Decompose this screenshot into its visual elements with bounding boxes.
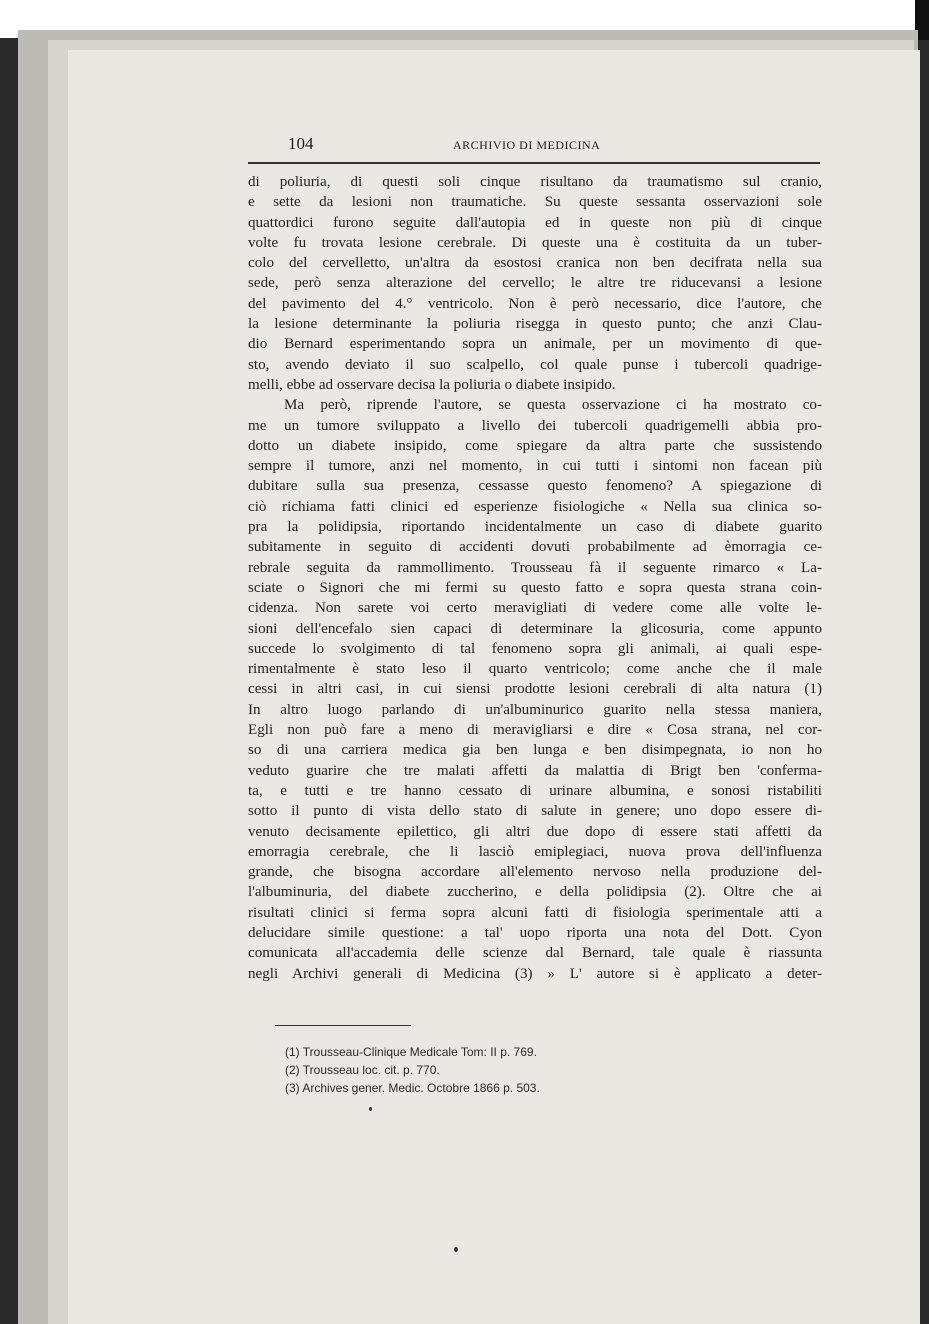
footnote: (1) Trousseau-Clinique Medicale Tom: II p. 769. xyxy=(285,1045,537,1059)
page-header xyxy=(248,130,820,158)
footnotes xyxy=(285,1043,685,1097)
text-line: sciate o Signori che mi fermi su questo fatto e sopra questa strana coin- xyxy=(248,579,822,596)
text-line: dio Bernard esperimentando sopra un animale, per un movimento di que- xyxy=(248,336,822,353)
text-line: pra la polidipsia, riportando incidentalmente un caso di diabete guarito xyxy=(248,519,822,536)
text-line: sotto il punto di vista dello stato di salute in genere; uno dopo essere di- xyxy=(248,803,822,820)
text-line: del pavimento del 4.° ventricolo. Non è però necessario, dice l'autore, che xyxy=(248,295,822,312)
text-line: negli Archivi generali di Medicina (3) » L' autore si è applicato a deter- xyxy=(248,965,822,982)
body-text xyxy=(248,172,822,984)
text-line: risultati clinici si ferma sopra alcuni fatti di fisiologia sperimentale atti a xyxy=(248,904,822,921)
text-line: cessi in altri casi, in cui siensi prodotte lesioni cerebrali di alta natura (1) xyxy=(248,681,822,698)
text-line: volte fu trovata lesione cerebrale. Di queste una è costituita da un tuber- xyxy=(248,234,822,251)
text-line: melli, ebbe ad osservare decisa la poliuria o diabete insipido. xyxy=(248,376,616,393)
running-head: ARCHIVIO DI MEDICINA xyxy=(453,138,601,152)
text-line: comunicata all'accademia delle scienze dal Bernard, tale quale è riassunta xyxy=(248,945,822,962)
text-line: veduto guarire che tre malati affetti da malattia di Brigt ben 'conferma- xyxy=(248,762,822,779)
text-line: sede, però senza alterazione del cervello; le altre tre riducevansi a lesione xyxy=(248,275,822,292)
text-line: subitamente in seguito di accidenti dovuti probabilmente ad èmorragia ce- xyxy=(248,539,822,556)
text-line: e sette da lesioni non traumatiche. Su queste sessanta osservazioni sole xyxy=(248,194,822,211)
text-line: Ma però, riprende l'autore, se questa osservazione ci ha mostrato co- xyxy=(284,397,822,414)
text-line: delucidare simile questione: a tal' uopo riporta una nota del Dott. Cyon xyxy=(248,924,822,941)
text-line: sioni dell'encefalo sien capaci di determinare la glicosuria, come appunto xyxy=(248,620,822,637)
text-line: grande, che bisogna accordare all'elemento nervoso nella produzione del- xyxy=(248,864,822,881)
text-line: dotto un diabete insipido, come spiegare da altra parte che sussistendo xyxy=(248,437,822,454)
text-line: emorragia cerebrale, che li lasciò emiplegiaci, nuova prova dell'influenza xyxy=(248,843,822,860)
footnote-rule xyxy=(275,1025,411,1026)
page-number: 104 xyxy=(288,134,314,153)
text-line: l'albuminuria, del diabete zuccherino, e della polidipsia (2). Oltre che ai xyxy=(248,884,822,901)
text-line: la lesione determinante la poliuria risegga in questo punto; che anzi Clau- xyxy=(248,316,822,333)
text-line: di poliuria, di questi soli cinque risultano da traumatismo sul cranio, xyxy=(248,174,822,190)
header-rule xyxy=(248,162,820,164)
text-line: cidenza. Non sarete voi certo meravigliati di vedere come alle volte le- xyxy=(248,600,822,617)
text-line: ta, e tutti e tre hanno cessato di urinare albumina, e sonosi ristabiliti xyxy=(248,782,822,799)
ink-speck xyxy=(454,1247,458,1252)
text-line: dubitare sulla sua presenza, cessasse questo fenomeno? A spiegazione di xyxy=(248,478,822,495)
text-line: quattordici furono seguite dall'autopia ed in queste non più di cinque xyxy=(248,214,822,231)
footnote: (2) Trousseau loc. cit. p. 770. xyxy=(285,1063,440,1077)
footnote: (3) Archives gener. Medic. Octobre 1866 p. 503. xyxy=(285,1081,540,1095)
text-line: Egli non può fare a meno di meravigliarsi e dire « Cosa strana, nel cor- xyxy=(248,722,822,739)
text-line: In altro luogo parlando di un'albuminurico guarito nella stessa maniera, xyxy=(248,701,822,718)
text-line: me un tumore sviluppato a livello dei tubercoli quadrigemelli abbia pro- xyxy=(248,417,822,434)
text-line: sto, avendo deviato il suo scalpello, col quale punse i tubercoli quadrige- xyxy=(248,356,822,373)
text-line: succede lo svolgimento di tal fenomeno sopra gli animali, ai quali espe- xyxy=(248,640,822,657)
text-line: ciò richiama fatti clinici ed esperienze fisiologiche « Nella sua clinica so- xyxy=(248,498,822,515)
ink-speck xyxy=(369,1107,372,1111)
text-line: venuto decisamente epilettico, gli altri due dopo di essere stati affetti da xyxy=(248,823,822,840)
text-line: so di una carriera medica gia ben lunga e ben disimpegnata, io non ho xyxy=(248,742,822,759)
text-line: colo del cervelletto, un'altra da esostosi cranica non ben decifrata nella sua xyxy=(248,255,822,272)
text-line: sempre il tumore, anzi nel momento, in cui tutti i sintomi non facean più xyxy=(248,458,822,475)
text-line: rebrale seguita da rammollimento. Trousseau fà il seguente rimarco « La- xyxy=(248,559,822,576)
text-line: rimentalmente è stato leso il quarto ventricolo; come anche che il male xyxy=(248,661,822,678)
